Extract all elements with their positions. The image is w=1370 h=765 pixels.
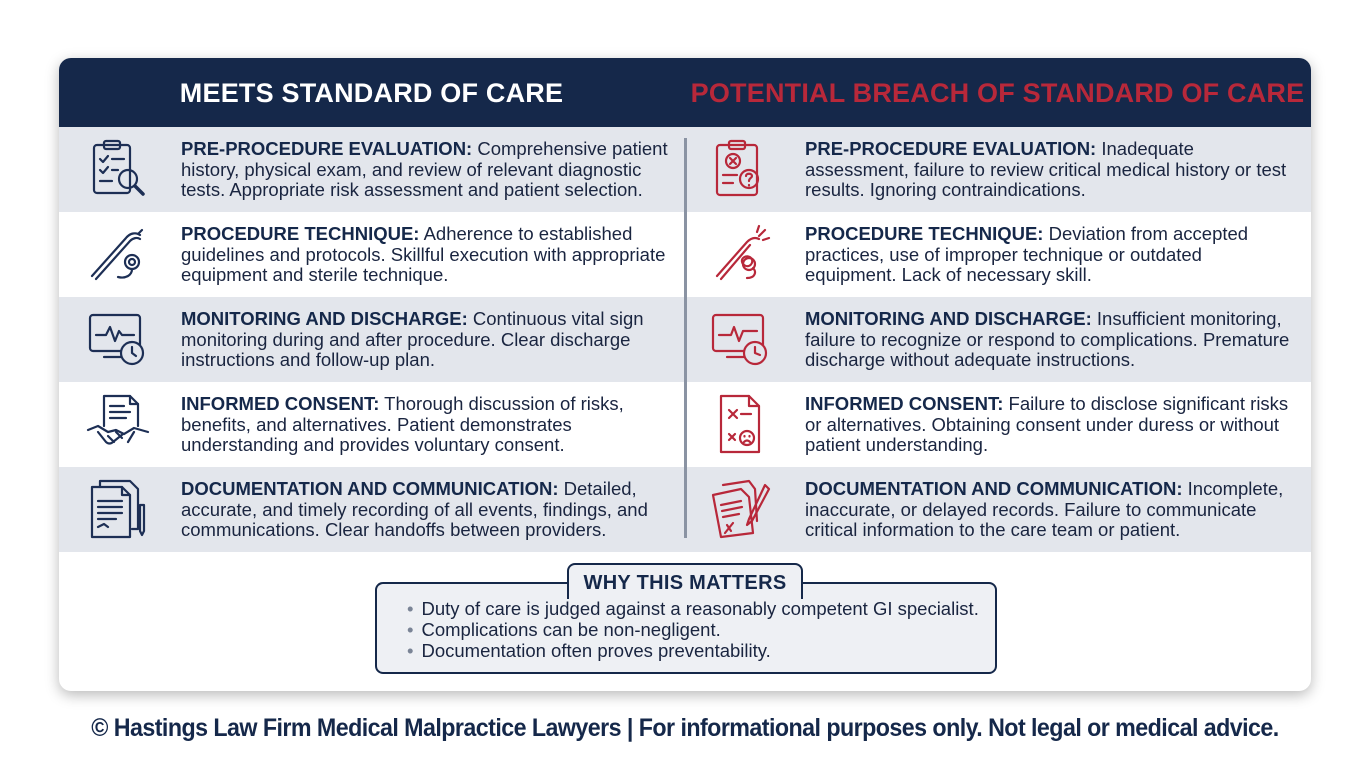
row-description: Comprehensive patient history, physical exam, and review of relevant diagnostic tests. Appropriate risk assessment and patient selection. <box>181 138 668 201</box>
row-description: Insufficient monitoring, failure to recognize or respond to complications. Premature discharge without adequate instructions. <box>805 308 1290 371</box>
damaged-endoscope-icon <box>709 222 773 286</box>
meets-technique-text <box>181 224 681 286</box>
why-item: • Complications can be non-negligent. <box>407 619 987 640</box>
row-label: MONITORING AND DISCHARGE: <box>805 308 1092 329</box>
row-label: INFORMED CONSENT: <box>181 393 380 414</box>
row-description: Continuous vital sign monitoring during and after procedure. Clear discharge instructions and follow-up plan. <box>181 308 644 371</box>
row-description: Detailed, accurate, and timely recording of all events, findings, and communications. Clear handoffs between providers. <box>181 478 648 541</box>
meets-consent-text <box>181 394 681 456</box>
breach-documentation-text <box>805 479 1295 541</box>
breach-technique-text <box>805 224 1295 286</box>
row-description: Deviation from accepted practices, use of improper technique or outdated equipment. Lack of necessary skill. <box>805 223 1249 286</box>
row-description: Failure to disclose significant risks or alternatives. Obtaining consent under duress or without patient understanding. <box>805 393 1289 456</box>
row-label: PRE-PROCEDURE EVALUATION: <box>805 138 1097 159</box>
why-this-matters-list <box>407 598 987 661</box>
messy-documents-pen-icon <box>709 477 773 541</box>
handshake-document-icon <box>86 392 150 456</box>
footer-disclaimer: © Hastings Law Firm Medical Malpractice Lawyers | For informational purposes only. Not legal or medical advice. <box>91 714 1279 742</box>
row-label: INFORMED CONSENT: <box>805 393 1004 414</box>
meets-pre-procedure-text <box>181 139 681 201</box>
documents-pen-icon <box>86 477 150 541</box>
breach-consent-text <box>805 394 1295 456</box>
row-label: PRE-PROCEDURE EVALUATION: <box>181 138 473 159</box>
meets-monitoring-text <box>181 309 681 371</box>
endoscope-icon <box>86 222 150 286</box>
header-bar <box>59 58 1311 127</box>
row-description: Thorough discussion of risks, benefits, and alternatives. Patient demonstrates understanding and provides voluntary consent. <box>181 393 624 456</box>
row-label: DOCUMENTATION AND COMMUNICATION: <box>805 478 1183 499</box>
vital-monitor-clock-icon <box>86 307 150 371</box>
row-label: PROCEDURE TECHNIQUE: <box>181 223 420 244</box>
why-this-matters-title: WHY THIS MATTERS <box>567 563 803 599</box>
meets-documentation-text <box>181 479 681 541</box>
comparison-card <box>59 58 1311 691</box>
monitor-alert-clock-icon <box>709 307 773 371</box>
clipboard-warning-icon <box>709 137 773 201</box>
row-label: PROCEDURE TECHNIQUE: <box>805 223 1044 244</box>
rejected-document-icon <box>709 392 773 456</box>
row-description: Adherence to established guidelines and protocols. Skillful execution with appropriate equipment and sterile technique. <box>181 223 666 286</box>
row-description: Inadequate assessment, failure to review critical medical history or test results. Ignoring contraindications. <box>805 138 1287 201</box>
meets-standard-heading: MEETS STANDARD OF CARE <box>179 78 564 108</box>
row-label: DOCUMENTATION AND COMMUNICATION: <box>181 478 559 499</box>
breach-heading: POTENTIAL BREACH OF STANDARD OF CARE <box>690 78 1305 108</box>
row-label: MONITORING AND DISCHARGE: <box>181 308 468 329</box>
why-item: • Documentation often proves preventability. <box>407 640 987 661</box>
breach-monitoring-text <box>805 309 1295 371</box>
row-description: Incomplete, inaccurate, or delayed records. Failure to communicate critical information to the care team or patient. <box>805 478 1284 541</box>
why-item: • Duty of care is judged against a reasonably competent GI specialist. <box>407 598 987 619</box>
breach-pre-procedure-text <box>805 139 1295 201</box>
column-divider <box>684 138 687 538</box>
clipboard-magnifier-icon <box>86 137 150 201</box>
